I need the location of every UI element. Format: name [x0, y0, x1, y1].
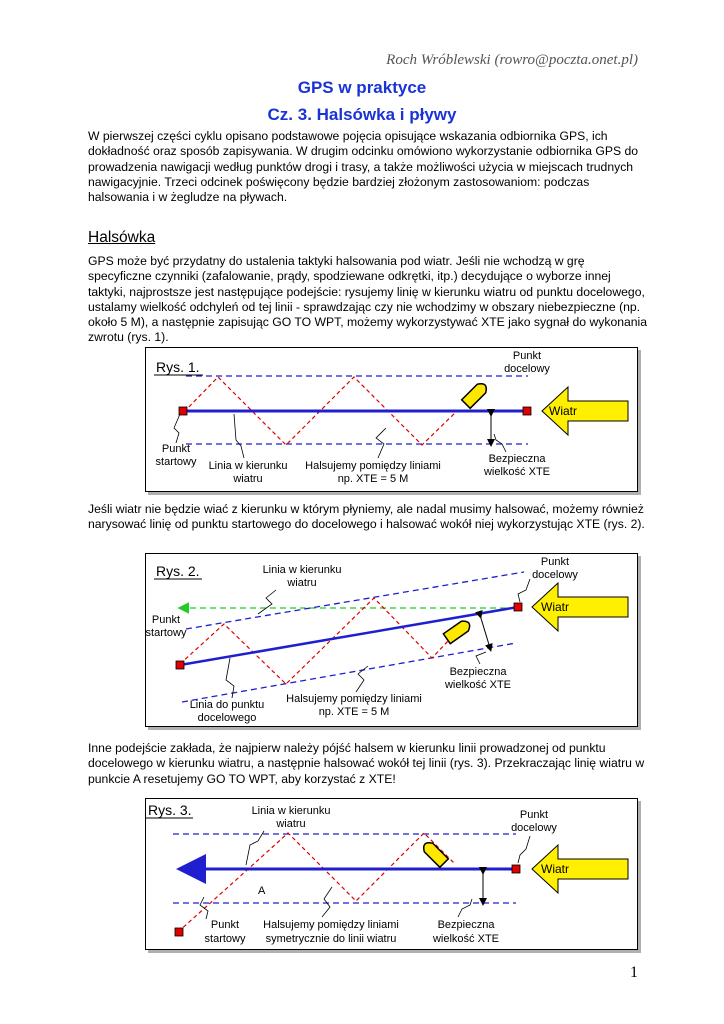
fig3-label: Rys. 3. [148, 802, 192, 818]
fig1-start-marker [179, 407, 187, 415]
page-title: GPS w praktyce [297, 78, 427, 97]
fig2-start-label-2: startowy [146, 627, 187, 639]
fig3-start-label-1: Punkt [210, 919, 240, 931]
figure-3 [145, 798, 638, 950]
page-subtitle: Cz. 3. Halsówka i pływy [267, 105, 457, 124]
fig1-safe-label-1: Bezpieczna [488, 453, 546, 465]
fig3-point-a-label: A [258, 885, 266, 897]
fig1-target-label-1: Punkt [512, 350, 542, 362]
fig3-wind-label: Wiatr [541, 862, 569, 876]
intro-paragraph: W pierwszej części cyklu opisano podstawowe pojęcia opisujące wskazania odbiornika GPS, ich dokładność oraz sposób zapisywania. W drugim odcinku omówiono wykorzystanie odbiornika GPS do prowadzenia nawigacji według punktów drogi i trasy, a także możliwości użycia w miejscach trudnych nawigacyjnie. Trzeci odcinek poświęcony będzie bardziej złożonym zastosowaniom: podczas halsowania i w żegludze na pływach. [88, 129, 639, 205]
fig2-safe-label-2: wielkość XTE [444, 679, 512, 691]
fig3-target-label-1: Punkt [519, 809, 549, 821]
section-heading: Halsówka [88, 229, 156, 246]
fig1-tack-label-1: Halsujemy pomiędzy liniami [305, 460, 441, 472]
fig3-safe-label-1: Bezpieczna [437, 919, 495, 931]
fig3-line-label-2: wiatru [276, 818, 306, 830]
fig3-safe-label-2: wielkość XTE [432, 933, 500, 945]
fig1-tack-label-2: np. XTE = 5 M [337, 473, 409, 485]
fig2-target-label-2: docelowy [532, 569, 578, 581]
fig1-start-label-1: Punkt [161, 443, 191, 455]
fig3-start-marker [175, 928, 183, 936]
fig3-line-label-1: Linia w kierunku [251, 805, 331, 817]
fig1-line-label-2: wiatru [233, 473, 263, 485]
fig2-route-line [180, 607, 518, 665]
fig3-target-label-2: docelowy [511, 822, 557, 834]
fig2-target-label-1: Punkt [540, 556, 570, 568]
fig2-upper-limit [186, 572, 524, 629]
fig2-safe-label-1: Bezpieczna [449, 666, 507, 678]
fig2-label: Rys. 2. [156, 563, 200, 579]
author-line: Roch Wróblewski (rowro@poczta.onet.pl) [386, 52, 638, 68]
fig2-route-label-1: Linia do punktu [189, 699, 265, 711]
fig1-target-label-2: docelowy [504, 363, 550, 375]
fig2-start-marker [176, 661, 184, 669]
fig3-tack-path [178, 833, 454, 932]
figure-2 [145, 553, 638, 727]
fig2-line-label-2: wiatru [287, 577, 317, 589]
fig2-start-label-1: Punkt [151, 614, 181, 626]
fig2-tack-label-2: np. XTE = 5 M [318, 706, 390, 718]
fig2-wind-label: Wiatr [541, 600, 569, 614]
fig1-wind-label: Wiatr [549, 404, 577, 418]
page-number: 1 [630, 964, 638, 981]
fig2-xte-arrow [480, 615, 490, 648]
fig2-line-label-1: Linia w kierunku [262, 564, 342, 576]
fig1-boat-icon [462, 381, 490, 409]
fig1-start-label-2: startowy [155, 456, 197, 468]
fig1-label: Rys. 1. [156, 359, 200, 375]
fig2-route-label-2: docelowego [197, 712, 257, 724]
fig2-target-marker [514, 603, 522, 611]
fig3-start-label-2: startowy [204, 933, 246, 945]
fig2-tack-label-1: Halsujemy pomiędzy liniami [286, 693, 422, 705]
fig3-boat-icon [421, 840, 449, 868]
paragraph-3: Inne podejście zakłada, że najpierw należy pójść halsem w kierunku linii prowadzonej od punktu docelowego w kierunku wiatru, a następnie halsować wokół tej linii (rys. 3). Przekraczając linię wiatru w punkcie A resetujemy GO TO WPT, aby korzystać z XTE! [88, 741, 645, 786]
paragraph-1: GPS może być przydatny do ustalenia taktyki halsowania pod wiatr. Jeśli nie wchodzą w grę specyficzne czynniki (zafalowanie, prądy, spodziewane odkrętki, itp.) decydujące o wyborze innej taktyki, najprostsze jest następujące podejście: rysujemy linię w kierunku wiatru od punktu docelowego, ustalamy wielkość odchyleń od tej linii - sprawdzając czy nie wchodzimy w obszary niebezpieczne (np. około 5 M), a następnie zapisując GO TO WPT, możemy wykorzystywać XTE jako sygnał do wykonania zwrotu (rys. 1). [88, 254, 648, 345]
fig3-tack-label-2: symetrycznie do linii wiatru [265, 933, 397, 945]
fig2-boat-icon [443, 618, 472, 643]
fig3-target-marker [512, 865, 520, 873]
paragraph-2: Jeśli wiatr nie będzie wiać z kierunku w którym płyniemy, ale nadal musimy halsować, możemy również narysować linię od punktu startowego do docelowego i halsować wokół niej wykorzystując XTE (rys. 2). [88, 502, 645, 532]
fig1-safe-label-2: wielkość XTE [483, 466, 551, 478]
fig3-tack-label-1: Halsujemy pomiędzy liniami [263, 919, 399, 931]
figure-1 [145, 347, 638, 492]
fig1-line-label-1: Linia w kierunku [208, 460, 288, 472]
fig1-target-marker [523, 407, 531, 415]
